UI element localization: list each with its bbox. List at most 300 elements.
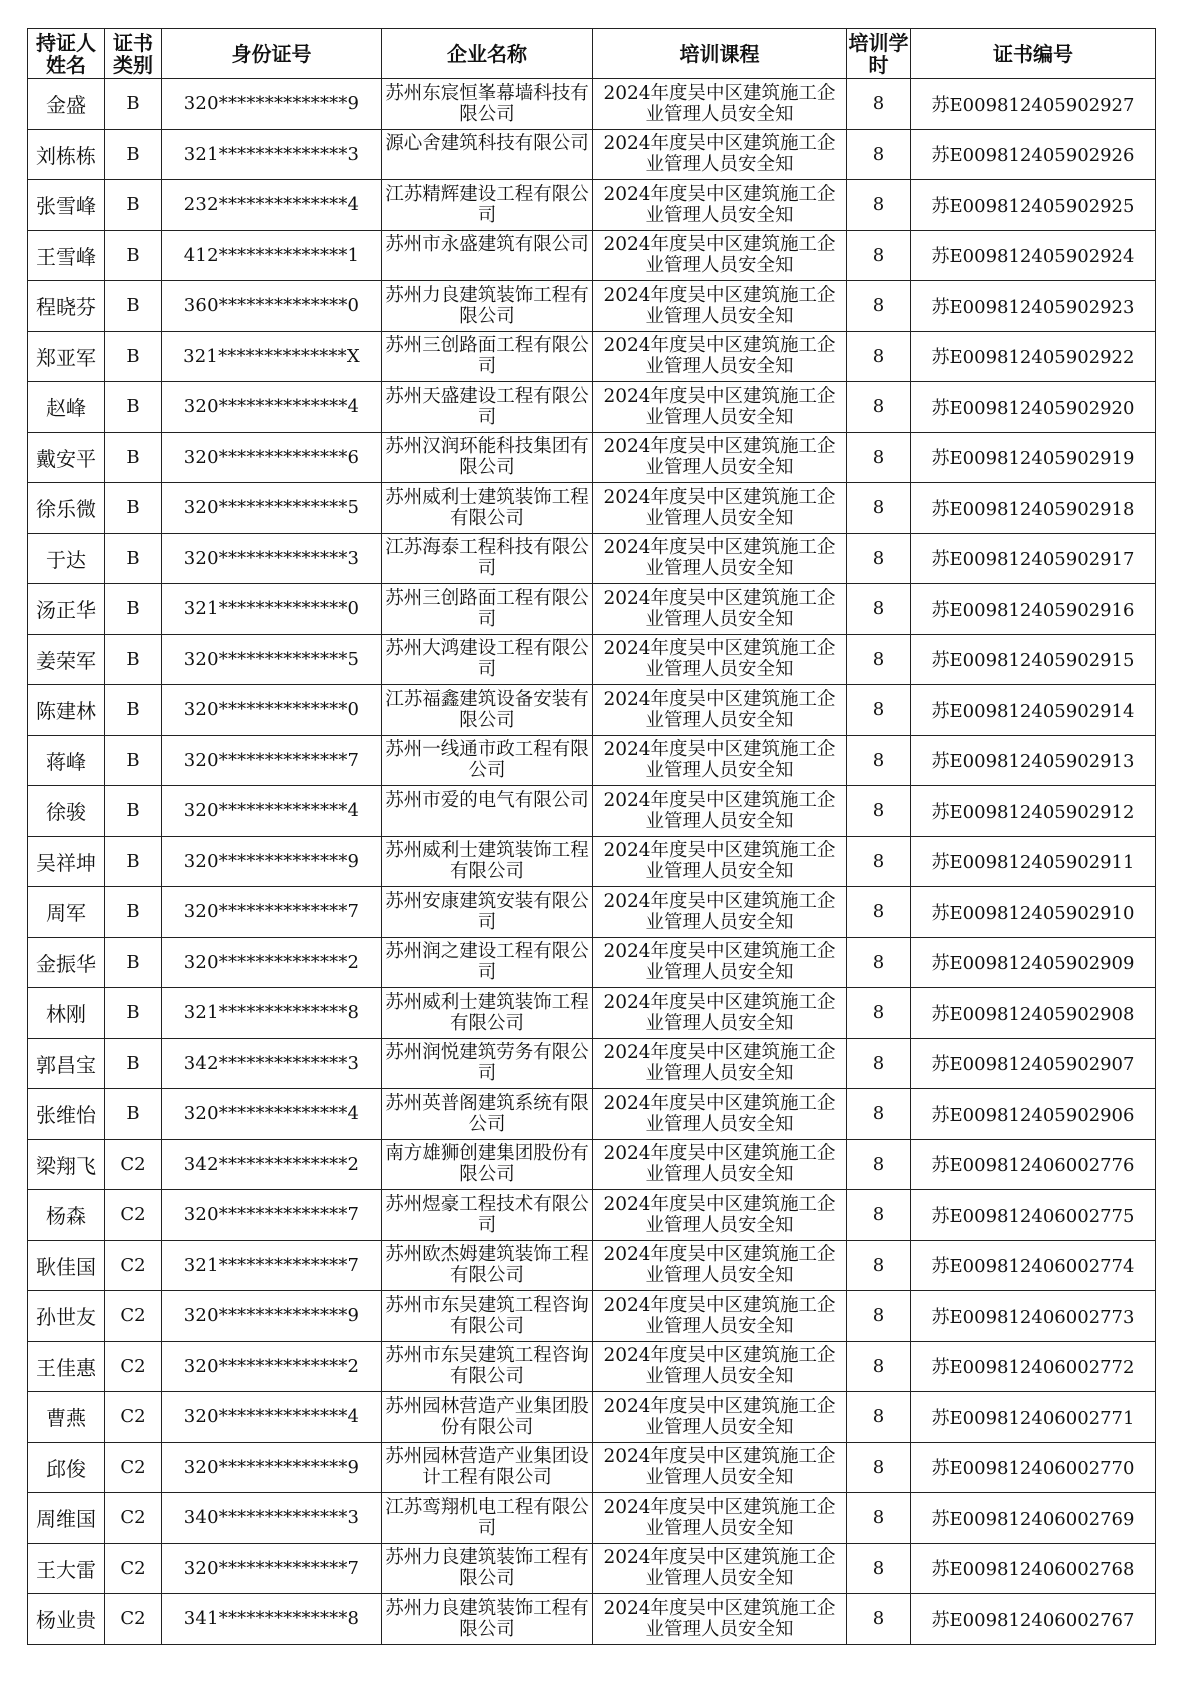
table-row xyxy=(28,533,1156,584)
cell-course-text: 2024年度吴中区建筑施工企业管理人员安全知 xyxy=(603,537,836,580)
cell-id: 320**************2 xyxy=(162,1341,382,1392)
table-row xyxy=(28,1341,1156,1392)
cell-name: 徐乐微 xyxy=(28,483,105,534)
cell-hours: 8 xyxy=(847,735,911,786)
cell-course-text: 2024年度吴中区建筑施工企业管理人员安全知 xyxy=(603,1092,836,1135)
cell-name: 张维怡 xyxy=(28,1089,105,1140)
cell-course-text: 2024年度吴中区建筑施工企业管理人员安全知 xyxy=(603,436,836,479)
cell-course xyxy=(593,331,847,382)
cell-type: B xyxy=(105,685,162,736)
cell-course-text: 2024年度吴中区建筑施工企业管理人员安全知 xyxy=(603,789,836,832)
cell-id: 320**************9 xyxy=(162,1291,382,1342)
cell-cert: 苏E009812405902906 xyxy=(911,1089,1156,1140)
cell-cert: 苏E009812405902909 xyxy=(911,937,1156,988)
cell-course xyxy=(593,634,847,685)
cell-course xyxy=(593,129,847,180)
cell-cert: 苏E009812405902927 xyxy=(911,79,1156,130)
cell-type: C2 xyxy=(105,1543,162,1594)
cell-course-text: 2024年度吴中区建筑施工企业管理人员安全知 xyxy=(603,890,836,933)
cell-type: C2 xyxy=(105,1139,162,1190)
cell-company-text: 苏州欧杰姆建筑装饰工程有限公司 xyxy=(385,1244,589,1287)
cell-name: 邱俊 xyxy=(28,1442,105,1493)
cell-cert: 苏E009812405902925 xyxy=(911,180,1156,231)
table-row xyxy=(28,1291,1156,1342)
header-company: 企业名称 xyxy=(382,29,593,79)
cell-cert: 苏E009812405902926 xyxy=(911,129,1156,180)
cell-name: 梁翔飞 xyxy=(28,1139,105,1190)
cell-course-text: 2024年度吴中区建筑施工企业管理人员安全知 xyxy=(603,991,836,1034)
cell-company xyxy=(382,483,593,534)
cell-id: 320**************4 xyxy=(162,382,382,433)
table-row xyxy=(28,1493,1156,1544)
cell-course xyxy=(593,281,847,332)
cell-course xyxy=(593,887,847,938)
cell-course-text: 2024年度吴中区建筑施工企业管理人员安全知 xyxy=(603,133,836,176)
cell-hours: 8 xyxy=(847,836,911,887)
cell-hours: 8 xyxy=(847,937,911,988)
cell-company-text: 苏州力良建筑装饰工程有限公司 xyxy=(385,284,589,327)
cell-hours: 8 xyxy=(847,786,911,837)
cell-course xyxy=(593,432,847,483)
cell-company xyxy=(382,1089,593,1140)
cell-type: B xyxy=(105,483,162,534)
header-course: 培训课程 xyxy=(593,29,847,79)
cell-id: 320**************4 xyxy=(162,1392,382,1443)
cell-id: 320**************3 xyxy=(162,533,382,584)
cell-course xyxy=(593,180,847,231)
header-type: 证书类别 xyxy=(105,29,162,79)
cell-cert: 苏E009812406002770 xyxy=(911,1442,1156,1493)
cell-type: B xyxy=(105,79,162,130)
cell-hours: 8 xyxy=(847,887,911,938)
cell-company xyxy=(382,1392,593,1443)
cell-type: B xyxy=(105,533,162,584)
cell-name: 陈建林 xyxy=(28,685,105,736)
cell-cert: 苏E009812406002773 xyxy=(911,1291,1156,1342)
cell-hours: 8 xyxy=(847,1240,911,1291)
cell-name: 蒋峰 xyxy=(28,735,105,786)
cell-cert: 苏E009812405902918 xyxy=(911,483,1156,534)
cell-course xyxy=(593,1341,847,1392)
cell-type: B xyxy=(105,382,162,433)
cell-hours: 8 xyxy=(847,1341,911,1392)
cell-name: 金盛 xyxy=(28,79,105,130)
cell-type: B xyxy=(105,129,162,180)
cell-course-text: 2024年度吴中区建筑施工企业管理人员安全知 xyxy=(603,1244,836,1287)
table-row xyxy=(28,1089,1156,1140)
cell-company xyxy=(382,180,593,231)
header-id: 身份证号 xyxy=(162,29,382,79)
cell-id: 342**************3 xyxy=(162,1038,382,1089)
cell-company xyxy=(382,1594,593,1645)
cell-cert: 苏E009812405902919 xyxy=(911,432,1156,483)
cell-course xyxy=(593,1089,847,1140)
cell-cert: 苏E009812405902917 xyxy=(911,533,1156,584)
cell-course-text: 2024年度吴中区建筑施工企业管理人员安全知 xyxy=(603,335,836,378)
cell-course-text: 2024年度吴中区建筑施工企业管理人员安全知 xyxy=(603,941,836,984)
table-row xyxy=(28,1594,1156,1645)
cell-name: 王佳惠 xyxy=(28,1341,105,1392)
cell-company-text: 苏州三创路面工程有限公司 xyxy=(385,587,589,630)
cell-cert: 苏E009812406002767 xyxy=(911,1594,1156,1645)
cell-hours: 8 xyxy=(847,634,911,685)
cell-company xyxy=(382,79,593,130)
cell-company-text: 苏州安康建筑安装有限公司 xyxy=(385,890,589,933)
cell-id: 412**************1 xyxy=(162,230,382,281)
cell-course xyxy=(593,836,847,887)
cell-course-text: 2024年度吴中区建筑施工企业管理人员安全知 xyxy=(603,688,836,731)
cell-id: 320**************7 xyxy=(162,887,382,938)
cell-hours: 8 xyxy=(847,483,911,534)
cell-type: B xyxy=(105,1089,162,1140)
table-row xyxy=(28,634,1156,685)
header-cert: 证书编号 xyxy=(911,29,1156,79)
cell-type: C2 xyxy=(105,1291,162,1342)
cell-name: 周军 xyxy=(28,887,105,938)
cell-name: 郭昌宝 xyxy=(28,1038,105,1089)
cell-hours: 8 xyxy=(847,1089,911,1140)
cell-company-text: 苏州润之建设工程有限公司 xyxy=(385,941,589,984)
cell-hours: 8 xyxy=(847,1392,911,1443)
cell-course xyxy=(593,786,847,837)
cell-company-text: 苏州市东吴建筑工程咨询有限公司 xyxy=(385,1345,589,1388)
cell-type: B xyxy=(105,230,162,281)
cell-cert: 苏E009812405902907 xyxy=(911,1038,1156,1089)
cell-hours: 8 xyxy=(847,79,911,130)
cell-type: B xyxy=(105,887,162,938)
cell-course-text: 2024年度吴中区建筑施工企业管理人员安全知 xyxy=(603,587,836,630)
cell-company xyxy=(382,281,593,332)
cell-hours: 8 xyxy=(847,1594,911,1645)
cell-company xyxy=(382,1240,593,1291)
header-hours: 培训学时 xyxy=(848,30,909,77)
cell-id: 340**************3 xyxy=(162,1493,382,1544)
cell-course-text: 2024年度吴中区建筑施工企业管理人员安全知 xyxy=(603,1395,836,1438)
cell-cert: 苏E009812406002768 xyxy=(911,1543,1156,1594)
cell-type: C2 xyxy=(105,1240,162,1291)
cell-name: 程晓芬 xyxy=(28,281,105,332)
cell-company-text: 苏州力良建筑装饰工程有限公司 xyxy=(385,1597,589,1640)
table-row xyxy=(28,786,1156,837)
cell-hours: 8 xyxy=(847,1291,911,1342)
cell-hours: 8 xyxy=(847,1038,911,1089)
cell-cert: 苏E009812406002774 xyxy=(911,1240,1156,1291)
cell-hours: 8 xyxy=(847,1543,911,1594)
cell-company-text: 苏州园林营造产业集团股份有限公司 xyxy=(385,1395,589,1438)
cell-cert: 苏E009812405902911 xyxy=(911,836,1156,887)
cell-id: 320**************9 xyxy=(162,1442,382,1493)
cell-company xyxy=(382,634,593,685)
cell-company xyxy=(382,786,593,837)
cell-company-text: 苏州园林营造产业集团设计工程有限公司 xyxy=(385,1446,589,1489)
cell-course xyxy=(593,483,847,534)
cell-course-text: 2024年度吴中区建筑施工企业管理人员安全知 xyxy=(603,840,836,883)
cell-course-text: 2024年度吴中区建筑施工企业管理人员安全知 xyxy=(603,486,836,529)
header-name: 持证人姓名 xyxy=(28,29,105,79)
cell-type: B xyxy=(105,735,162,786)
cell-type: B xyxy=(105,1038,162,1089)
cell-course-text: 2024年度吴中区建筑施工企业管理人员安全知 xyxy=(603,739,836,782)
table-row xyxy=(28,79,1156,130)
cell-id: 320**************7 xyxy=(162,1543,382,1594)
cell-course xyxy=(593,937,847,988)
cell-cert: 苏E009812406002776 xyxy=(911,1139,1156,1190)
cell-type: B xyxy=(105,634,162,685)
cell-course-text: 2024年度吴中区建筑施工企业管理人员安全知 xyxy=(603,1496,836,1539)
cell-hours: 8 xyxy=(847,1493,911,1544)
cell-type: C2 xyxy=(105,1594,162,1645)
cell-hours: 8 xyxy=(847,382,911,433)
cell-company xyxy=(382,1190,593,1241)
cell-cert: 苏E009812405902923 xyxy=(911,281,1156,332)
cell-hours: 8 xyxy=(847,685,911,736)
cell-name: 孙世友 xyxy=(28,1291,105,1342)
table-row xyxy=(28,937,1156,988)
cell-name: 金振华 xyxy=(28,937,105,988)
cell-company-text: 苏州威利士建筑装饰工程有限公司 xyxy=(385,486,589,529)
table-row xyxy=(28,685,1156,736)
cell-company-text: 苏州威利士建筑装饰工程有限公司 xyxy=(385,991,589,1034)
cell-name: 戴安平 xyxy=(28,432,105,483)
table-row xyxy=(28,1392,1156,1443)
cell-type: B xyxy=(105,836,162,887)
cell-cert: 苏E009812406002772 xyxy=(911,1341,1156,1392)
cell-course xyxy=(593,1543,847,1594)
table-row xyxy=(28,129,1156,180)
cell-hours: 8 xyxy=(847,1190,911,1241)
cell-type: B xyxy=(105,331,162,382)
table-row xyxy=(28,584,1156,635)
cell-id: 321**************X xyxy=(162,331,382,382)
cell-company xyxy=(382,1493,593,1544)
cell-company xyxy=(382,836,593,887)
cell-course xyxy=(593,685,847,736)
cell-course xyxy=(593,1038,847,1089)
cell-name: 刘栋栋 xyxy=(28,129,105,180)
cell-name: 张雪峰 xyxy=(28,180,105,231)
cell-type: B xyxy=(105,281,162,332)
cell-name: 曹燕 xyxy=(28,1392,105,1443)
cell-company-text: 苏州天盛建设工程有限公司 xyxy=(385,385,589,428)
table-row xyxy=(28,281,1156,332)
cell-company xyxy=(382,887,593,938)
cell-company-text: 苏州市爱的电气有限公司 xyxy=(385,789,589,811)
cell-company xyxy=(382,331,593,382)
cell-id: 320**************4 xyxy=(162,1089,382,1140)
cell-name: 徐骏 xyxy=(28,786,105,837)
cell-hours: 8 xyxy=(847,281,911,332)
cell-company xyxy=(382,1139,593,1190)
table-row xyxy=(28,1543,1156,1594)
cell-id: 320**************9 xyxy=(162,79,382,130)
cell-name: 赵峰 xyxy=(28,382,105,433)
cell-hours: 8 xyxy=(847,432,911,483)
cell-id: 320**************7 xyxy=(162,1190,382,1241)
table-row xyxy=(28,1240,1156,1291)
cell-course-text: 2024年度吴中区建筑施工企业管理人员安全知 xyxy=(603,385,836,428)
header-row xyxy=(28,29,1156,79)
cell-id: 321**************7 xyxy=(162,1240,382,1291)
cell-company-text: 苏州三创路面工程有限公司 xyxy=(385,335,589,378)
cell-company xyxy=(382,533,593,584)
cell-course-text: 2024年度吴中区建筑施工企业管理人员安全知 xyxy=(603,82,836,125)
cell-id: 321**************0 xyxy=(162,584,382,635)
cell-company-text: 苏州威利士建筑装饰工程有限公司 xyxy=(385,840,589,883)
cell-type: C2 xyxy=(105,1190,162,1241)
cell-company xyxy=(382,988,593,1039)
cell-name: 姜荣军 xyxy=(28,634,105,685)
cell-company xyxy=(382,1291,593,1342)
cell-company xyxy=(382,1543,593,1594)
cell-id: 341**************8 xyxy=(162,1594,382,1645)
cell-id: 320**************5 xyxy=(162,634,382,685)
cell-name: 耿佳国 xyxy=(28,1240,105,1291)
table-row xyxy=(28,483,1156,534)
cell-hours: 8 xyxy=(847,331,911,382)
cell-id: 320**************9 xyxy=(162,836,382,887)
table-row xyxy=(28,1038,1156,1089)
cell-name: 吴祥坤 xyxy=(28,836,105,887)
cell-course-text: 2024年度吴中区建筑施工企业管理人员安全知 xyxy=(603,1345,836,1388)
cell-type: B xyxy=(105,180,162,231)
cell-company-text: 苏州汉润环能科技集团有限公司 xyxy=(385,436,589,479)
cell-course xyxy=(593,1442,847,1493)
cell-course-text: 2024年度吴中区建筑施工企业管理人员安全知 xyxy=(603,183,836,226)
cell-cert: 苏E009812406002769 xyxy=(911,1493,1156,1544)
table-row xyxy=(28,1442,1156,1493)
cell-cert: 苏E009812405902914 xyxy=(911,685,1156,736)
cell-hours: 8 xyxy=(847,1442,911,1493)
table-row xyxy=(28,735,1156,786)
cell-hours: 8 xyxy=(847,180,911,231)
cell-hours: 8 xyxy=(847,230,911,281)
cell-course-text: 2024年度吴中区建筑施工企业管理人员安全知 xyxy=(603,1597,836,1640)
cell-course xyxy=(593,1493,847,1544)
cell-company-text: 江苏精辉建设工程有限公司 xyxy=(385,183,589,226)
cell-name: 周维国 xyxy=(28,1493,105,1544)
cell-course-text: 2024年度吴中区建筑施工企业管理人员安全知 xyxy=(603,1446,836,1489)
cell-id: 320**************7 xyxy=(162,735,382,786)
cell-course-text: 2024年度吴中区建筑施工企业管理人员安全知 xyxy=(603,1042,836,1085)
cell-company-text: 苏州东宸恒峯幕墙科技有限公司 xyxy=(385,82,589,125)
cell-course-text: 2024年度吴中区建筑施工企业管理人员安全知 xyxy=(603,638,836,681)
cell-company xyxy=(382,1038,593,1089)
cell-company xyxy=(382,1442,593,1493)
cell-course xyxy=(593,1392,847,1443)
cell-company xyxy=(382,685,593,736)
cell-company-text: 苏州煜豪工程技术有限公司 xyxy=(385,1193,589,1236)
cell-name: 郑亚军 xyxy=(28,331,105,382)
cell-id: 320**************0 xyxy=(162,685,382,736)
cell-course xyxy=(593,1291,847,1342)
cell-type: B xyxy=(105,584,162,635)
cell-id: 320**************6 xyxy=(162,432,382,483)
cell-cert: 苏E009812405902908 xyxy=(911,988,1156,1039)
cell-type: B xyxy=(105,988,162,1039)
cell-type: B xyxy=(105,937,162,988)
cell-course xyxy=(593,1240,847,1291)
cell-id: 321**************3 xyxy=(162,129,382,180)
cell-cert: 苏E009812405902920 xyxy=(911,382,1156,433)
table-row xyxy=(28,887,1156,938)
cell-company-text: 苏州力良建筑装饰工程有限公司 xyxy=(385,1547,589,1590)
cell-company-text: 苏州英普阁建筑系统有限公司 xyxy=(385,1092,589,1135)
cell-cert: 苏E009812405902916 xyxy=(911,584,1156,635)
cell-course xyxy=(593,382,847,433)
cell-type: B xyxy=(105,432,162,483)
cell-company xyxy=(382,432,593,483)
cell-id: 320**************5 xyxy=(162,483,382,534)
cell-cert: 苏E009812406002771 xyxy=(911,1392,1156,1443)
cell-course xyxy=(593,1139,847,1190)
cell-company-text: 江苏鸾翔机电工程有限公司 xyxy=(385,1496,589,1539)
cell-id: 342**************2 xyxy=(162,1139,382,1190)
cell-company-text: 江苏海泰工程科技有限公司 xyxy=(385,537,589,580)
cell-course xyxy=(593,1594,847,1645)
cell-course xyxy=(593,988,847,1039)
cell-course-text: 2024年度吴中区建筑施工企业管理人员安全知 xyxy=(603,234,836,277)
cell-company-text: 苏州市东吴建筑工程咨询有限公司 xyxy=(385,1294,589,1337)
cell-id: 321**************8 xyxy=(162,988,382,1039)
cell-company-text: 苏州一线通市政工程有限公司 xyxy=(385,739,589,782)
table-row xyxy=(28,1190,1156,1241)
cell-type: C2 xyxy=(105,1493,162,1544)
cell-company-text: 南方雄狮创建集团股份有限公司 xyxy=(385,1143,589,1186)
cell-name: 杨森 xyxy=(28,1190,105,1241)
cell-type: C2 xyxy=(105,1392,162,1443)
cell-name: 于达 xyxy=(28,533,105,584)
cell-hours: 8 xyxy=(847,533,911,584)
cell-company xyxy=(382,735,593,786)
cell-hours: 8 xyxy=(847,1139,911,1190)
cell-name: 王雪峰 xyxy=(28,230,105,281)
table-row xyxy=(28,836,1156,887)
cell-course-text: 2024年度吴中区建筑施工企业管理人员安全知 xyxy=(603,1294,836,1337)
cell-course-text: 2024年度吴中区建筑施工企业管理人员安全知 xyxy=(603,1547,836,1590)
cell-company-text: 江苏福鑫建筑设备安装有限公司 xyxy=(385,688,589,731)
cell-course-text: 2024年度吴中区建筑施工企业管理人员安全知 xyxy=(603,1143,836,1186)
cell-type: C2 xyxy=(105,1341,162,1392)
cell-company-text: 苏州市永盛建筑有限公司 xyxy=(385,234,589,256)
cell-cert: 苏E009812405902915 xyxy=(911,634,1156,685)
cell-course-text: 2024年度吴中区建筑施工企业管理人员安全知 xyxy=(603,284,836,327)
cell-company-text: 苏州润悦建筑劳务有限公司 xyxy=(385,1042,589,1085)
cell-name: 王大雷 xyxy=(28,1543,105,1594)
cell-cert: 苏E009812405902910 xyxy=(911,887,1156,938)
cell-course xyxy=(593,584,847,635)
cell-name: 杨业贵 xyxy=(28,1594,105,1645)
table-row xyxy=(28,230,1156,281)
cell-name: 林刚 xyxy=(28,988,105,1039)
cell-id: 360**************0 xyxy=(162,281,382,332)
cell-name: 汤正华 xyxy=(28,584,105,635)
table-row xyxy=(28,382,1156,433)
table-row xyxy=(28,432,1156,483)
cell-course-text: 2024年度吴中区建筑施工企业管理人员安全知 xyxy=(603,1193,836,1236)
cell-cert: 苏E009812405902924 xyxy=(911,230,1156,281)
certificate-table xyxy=(27,28,1156,1645)
cell-cert: 苏E009812405902913 xyxy=(911,735,1156,786)
cell-course xyxy=(593,79,847,130)
table-row xyxy=(28,180,1156,231)
cell-company xyxy=(382,382,593,433)
cell-company xyxy=(382,230,593,281)
cell-company-text: 苏州大鸿建设工程有限公司 xyxy=(385,638,589,681)
cell-type: C2 xyxy=(105,1442,162,1493)
cell-cert: 苏E009812406002775 xyxy=(911,1190,1156,1241)
cell-id: 320**************2 xyxy=(162,937,382,988)
cell-company xyxy=(382,1341,593,1392)
